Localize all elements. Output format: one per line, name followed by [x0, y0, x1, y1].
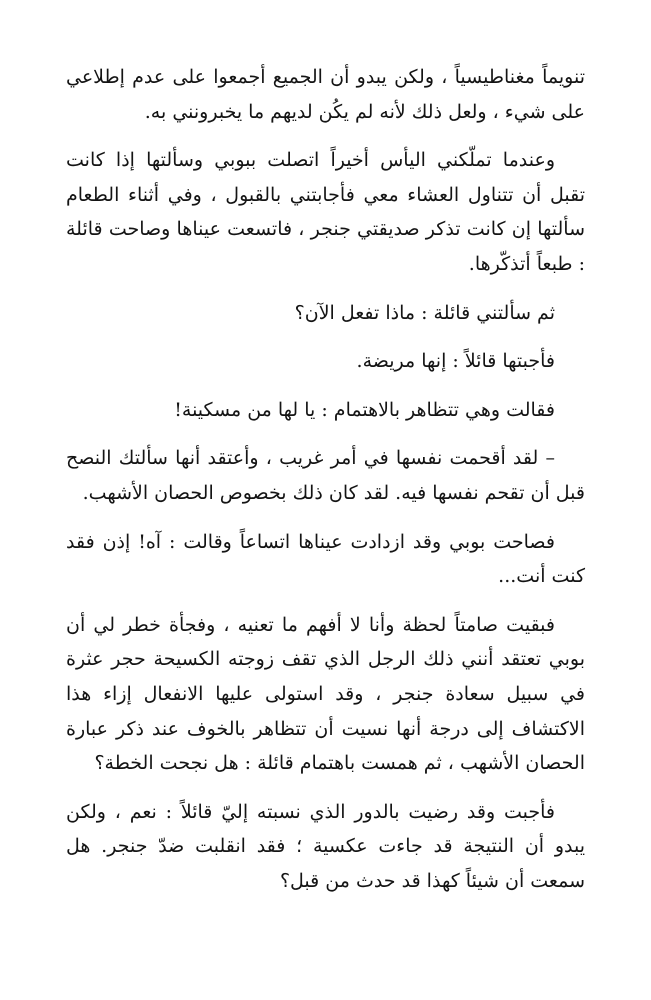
paragraph-4: فأجبتها قائلاً : إنها مريضة. — [356, 350, 555, 373]
paragraph-8: فبقيت صامتاً لحظة وأنا لا أفهم ما تعنيه ، وفجأة خطر لي أن بوبي تعتقد أنني ذلك الرجل الذي تقف زوجته الكسيحة حجر عثرة في سبيل سعادة جنجر ، وقد استولى عليها الانفعال إزاء هذا الاكتشاف إلى درجة أنها نسيت أن تتظاهر بالخوف عند ذكر عبارة الحصان الأشهب ، ثم همست باهتمام قائلة : هل نجحت الخطة؟ — [66, 613, 585, 775]
paragraph-9: فأجبت وقد رضيت بالدور الذي نسبته إليّ قائلاً : نعم ، ولكن يبدو أن النتيجة قد جاءت عكسية ؛ فقد انقلبت ضدّ جنجر. هل سمعت أن شيئاً كهذا قد حدث من قبل؟ — [66, 800, 585, 892]
paragraph-7: فصاحت بوبي وقد ازدادت عيناها اتساعاً وقالت : آه! إذن فقد كنت أنت... — [66, 530, 585, 588]
paragraph-3: ثم سألتني قائلة : ماذا تفعل الآن؟ — [294, 301, 555, 324]
body-text — [66, 60, 585, 912]
paragraph-6: – لقد أقحمت نفسها في أمر غريب ، وأعتقد أنها سألتك النصح قبل أن تقحم نفسها فيه. لقد كان ذلك بخصوص الحصان الأشهب. — [66, 447, 585, 504]
paragraph-1: تنويماً مغناطيسياً ، ولكن يبدو أن الجميع أجمعوا على عدم إطلاعي على شيء ، ولعل ذلك لأنه لم يكُن لديهم ما يخبرونني به. — [66, 66, 585, 123]
paragraph-2: وعندما تملّكني اليأس أخيراً اتصلت ببوبي وسألتها إذا كانت تقبل أن تتناول العشاء معي فأجابتني بالقبول ، وفي أثناء الطعام سألتها إن كانت تذكر صديقتي جنجر ، فاتسعت عيناها وصاحت قائلة : طبعاً أتذكّرها. — [66, 149, 585, 275]
paragraph-5: فقالت وهي تتظاهر بالاهتمام : يا لها من مسكينة! — [174, 398, 555, 421]
